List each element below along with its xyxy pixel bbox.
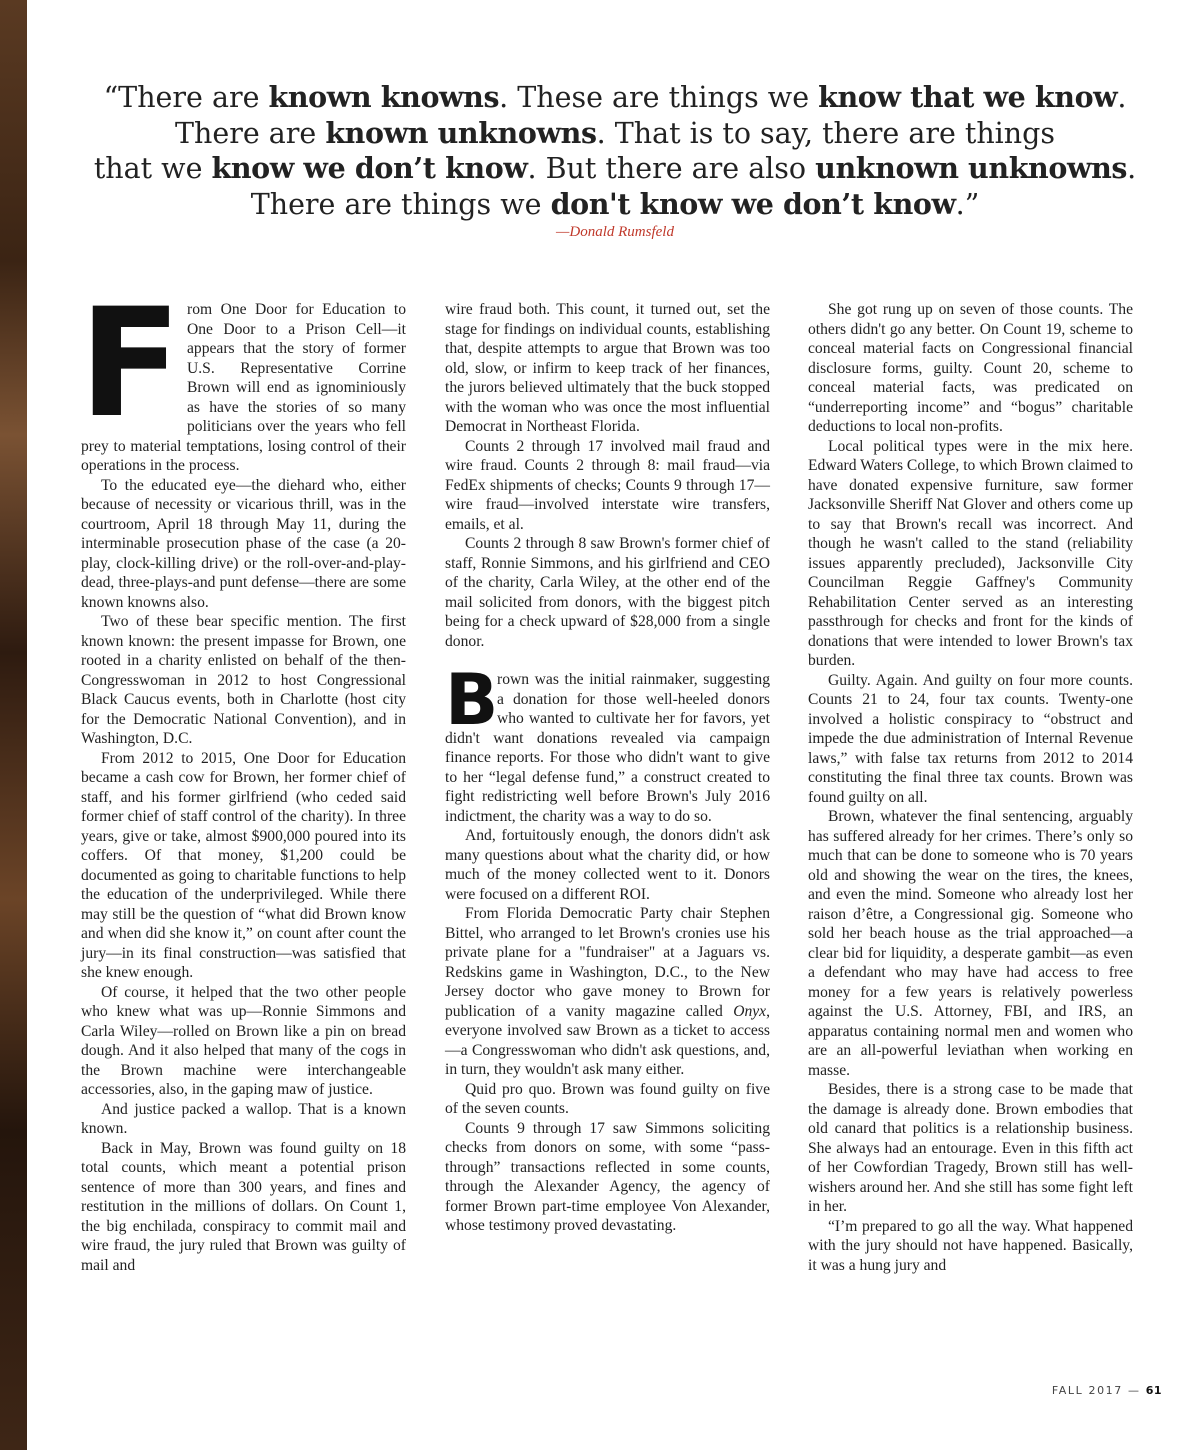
page-footer — [1052, 1384, 1162, 1397]
magazine-title: Onyx — [733, 1002, 767, 1020]
paragraph: Two of these bear specific mention. The first known known: the present impasse for Brown, one rooted in a charity enlisted on behalf of the then-Congresswoman in 2012 to host Congressional Black Caucus events, both in Charlotte (host city for the Democratic National Convention), and in Washington, D.C. — [81, 613, 406, 747]
quote-attribution: —Donald Rumsfeld — [556, 224, 674, 240]
article-column-2 — [445, 300, 770, 1236]
paragraph: rom One Door for Education to One Door to a Prison Cell—it appears that the story of former U.S. Representative Corrine Brown will end as ignominiously as have the stories of so many politicians over the years who fell prey to material temptations, losing control of their operations in the process. — [81, 301, 406, 474]
article-column-3 — [808, 300, 1133, 1275]
paragraph: “I’m prepared to go all the way. What happened with the jury should not have happened. Basically, it was a hung jury and — [808, 1217, 1133, 1274]
paragraph: To the educated eye—the diehard who, either because of necessity or vicarious thrill, was in the courtroom, April 18 through May 11, during the interminable prosecution phase of the case (a 20-play, clock-killing drive) or the roll-over-and-play-dead, three-plays-and punt defense—there are some known knowns also. — [81, 476, 406, 611]
pull-quote — [60, 80, 1170, 222]
paragraph: She got rung up on seven of those counts. The others didn't go any better. On Count 19, scheme to conceal material facts on Congressional financial disclosure forms, guilty. Count 20, scheme to conceal material facts, was predicated on “underreporting income” and “bogus” charitable deductions to local non-profits. — [808, 301, 1133, 435]
facing-page-photo-edge — [0, 0, 27, 1450]
paragraph: Local political types were in the mix here. Edward Waters College, to which Brown claimed to have donated expensive furniture, saw former Jacksonville Sheriff Nat Glover and others come up to say that Brown's recall was incorrect. And though he wasn't called to the stand (reliability issues apparently precluded), Jacksonville City Councilman Reggie Gaffney's Community Rehabilitation Center served as an interesting passthrough for checks and front for the kinds of donations that were intended to lower Brown's tax burden. — [808, 437, 1133, 669]
paragraph: Counts 2 through 8 saw Brown's former chief of staff, Ronnie Simmons, and his girlfriend and CEO of the charity, Carla Wiley, at the other end of the mail solicited from donors, with the biggest pitch being for a check upward of $28,000 from a single donor. — [445, 535, 770, 650]
paragraph: Of course, it helped that the two other people who knew what was up—Ronnie Simmons and Carla Wiley—rolled on Brown like a pin on bread dough. And it also helped that many of the cogs in the Brown machine were interchangeable accessories, also, in the gaping maw of justice. — [81, 983, 406, 1098]
drop-cap: B — [445, 659, 499, 741]
quote-line-2: There are known unknowns. That is to say, there are things — [174, 115, 1056, 150]
quote-line-1: “There are known knowns. These are things we know that we know. — [103, 80, 1127, 114]
issue-label: FALL 2017 — — [1051, 1384, 1141, 1397]
paragraph: And, fortuitously enough, the donors didn't ask many questions about what the charity did, or how much of the money collected went to it. Donors were focused on a different ROI. — [445, 827, 770, 903]
paragraph: From 2012 to 2015, One Door for Education became a cash cow for Brown, her former chief of staff, and his former girlfriend (who ceded said former chief of staff control of the charity). In three years, give or take, almost $900,000 poured into its coffers. Of that money, $1,200 could be documented as going to charitable functions to help the education of the underprivileged. While there may still be the question of “what did Brown know and when did she know it,” on count after count the jury—in its final construction—was satisfied that she knew enough. — [81, 749, 406, 981]
paragraph: rown was the initial rainmaker, suggesting a donation for those well-heeled donors who wanted to cultivate her for favors, yet didn't want donations revealed via campaign finance reports. For those who didn't want to give to her “legal defense fund,” a construct created to fight redistricting well before Brown's July 2016 indictment, the charity was a way to do so. — [445, 671, 770, 825]
paragraph: And justice packed a wallop. That is a known known. — [81, 1100, 406, 1137]
quote-line-4: There are things we don't know we don’t know.” — [250, 186, 980, 221]
page-number: 61 — [1145, 1384, 1162, 1397]
drop-cap: F — [79, 277, 182, 451]
paragraph: Counts 2 through 17 involved mail fraud and wire fraud. Counts 2 through 8: mail fraud—via FedEx shipments of checks; Counts 9 through 17—wire fraud—involved interstate wire transfers, emails, et al. — [445, 437, 770, 533]
quote-line-3: that we know we don’t know. But there are also unknown unknowns. — [93, 151, 1137, 185]
article-column-1 — [79, 277, 406, 1275]
paragraph: From Florida Democratic Party chair Stephen Bittel, who arranged to let Brown's cronies use his private plane for a "fundraiser" at a Jaguars vs. Redskins game in Washington, D.C., to the New Jersey doctor who gave money to Brown for publication of a vanity magazine called Onyx, everyone involved saw Brown as a ticket to access—a Congresswoman who didn't ask questions, and, in turn, they wouldn't ask many either. — [445, 905, 770, 1078]
paragraph: Besides, there is a strong case to be made that the damage is already done. Brown embodies that old canard that politics is a relationship business. She always had an entourage. Even in this fifth act of her Cowfordian Tragedy, Brown still has well-wishers around her. And she still has some fight left in her. — [808, 1081, 1133, 1215]
paragraph: Guilty. Again. And guilty on four more counts. Counts 21 to 24, four tax counts. Twenty-one involved a holistic conspiracy to “obstruct and impede the due administration of Internal Revenue laws,” with false tax returns from 2012 to 2014 constituting the final three tax counts. Brown was found guilty on all. — [808, 671, 1133, 806]
paragraph: wire fraud both. This count, it turned out, set the stage for findings on individual counts, establishing that, despite attempts to argue that Brown was too old, slow, or infirm to keep track of her finances, the jurors believed ultimately that the buck stopped with the woman who was once the most influential Democrat in Northeast Florida. — [445, 301, 770, 435]
paragraph: Brown, whatever the final sentencing, arguably has suffered already for her crimes. There’s only so much that can be done to someone who is 70 years old and showing the wear on the tires, the knees, and even the mind. Someone who already lost her raison d’être, a Congressional gig. Someone who sold her beach house as the trial approached—a clear bid for liquidity, a desperate gambit—as even a defendant who may have had access to free money for a few years is relatively powerless against the U.S. Attorney, FBI, and IRS, an apparatus containing normal men and women who are an all-powerful leviathan when working en masse. — [808, 808, 1133, 1079]
paragraph: Back in May, Brown was found guilty on 18 total counts, which meant a potential prison sentence of more than 300 years, and fines and restitution in the millions of dollars. On Count 1, the big enchilada, conspiracy to commit mail and wire fraud, the jury ruled that Brown was guilty of mail and — [81, 1139, 406, 1274]
paragraph: Counts 9 through 17 saw Simmons soliciting checks from donors on some, with some “pass-through” transactions reflected in some counts, through the Alexander Agency, the agency of former Brown part-time employee Von Alexander, whose testimony proved devastating. — [445, 1119, 770, 1234]
paragraph: Quid pro quo. Brown was found guilty on five of the seven counts. — [445, 1080, 770, 1117]
